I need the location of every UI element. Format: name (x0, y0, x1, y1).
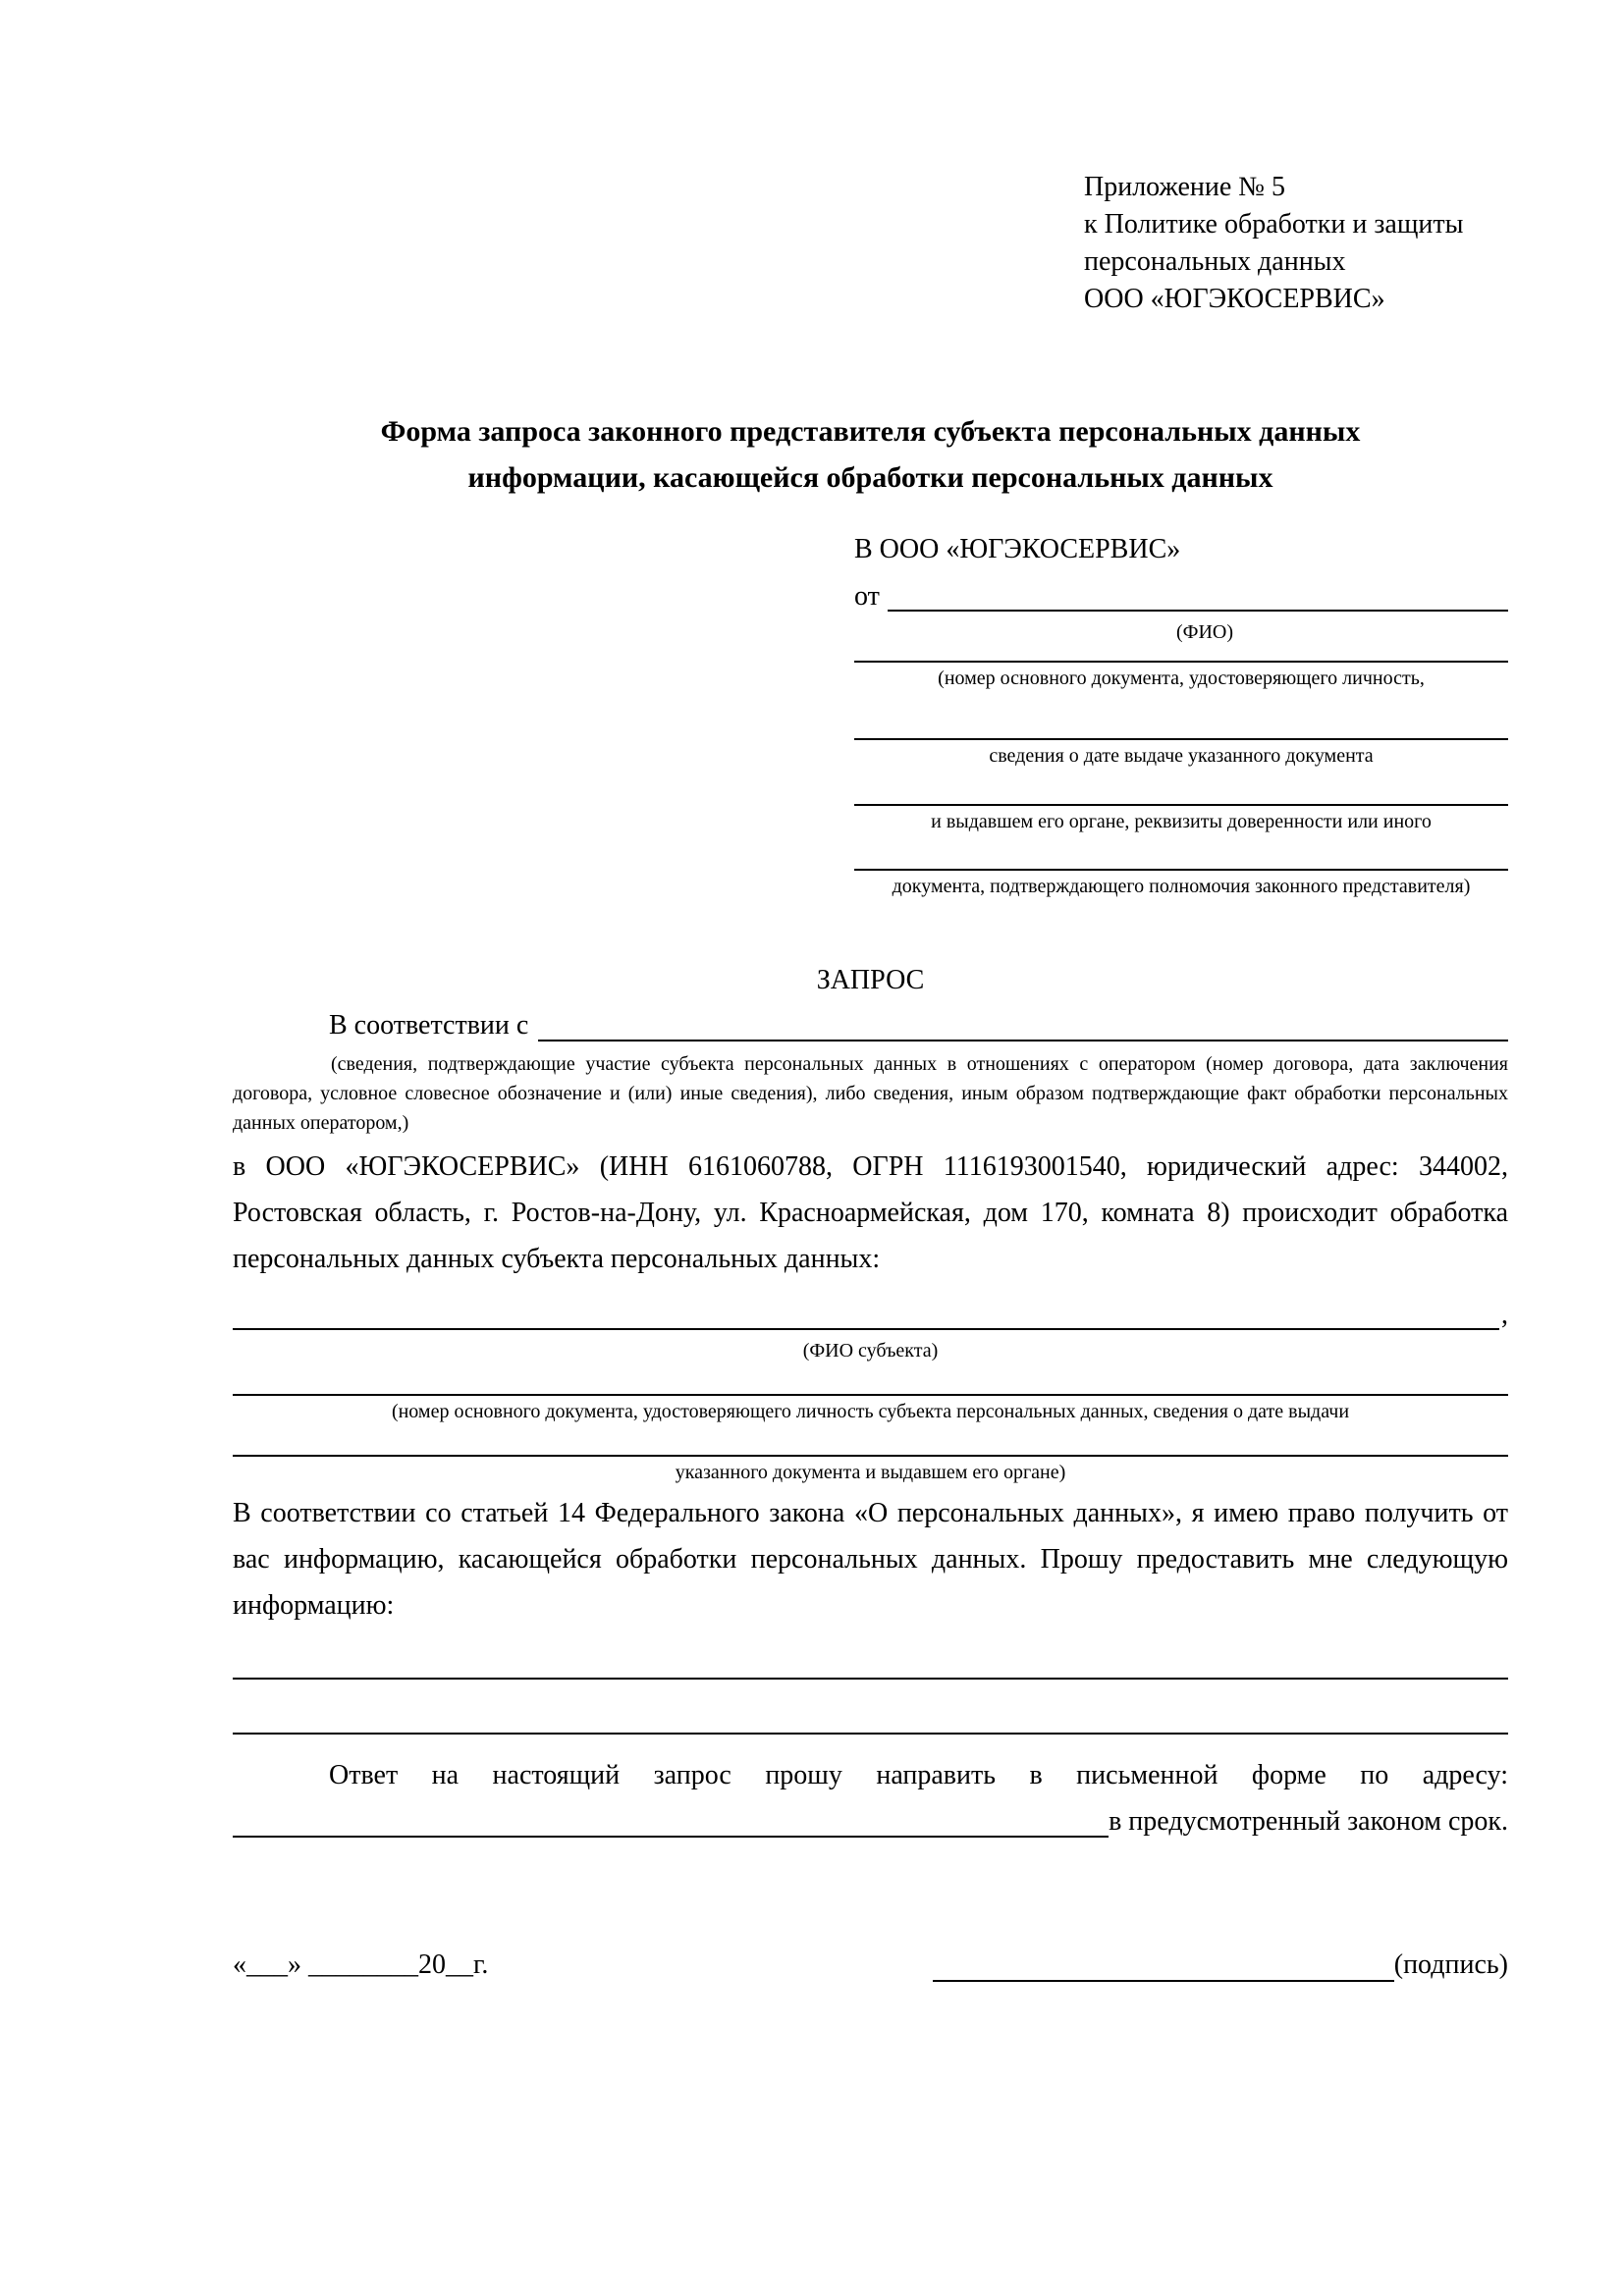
reply-line-2-tail: в предусмотренный законом срок. (1109, 1806, 1508, 1837)
subject-doc-caption-1: (номер основного документа, удостоверяющего личность субъекта персональных данных, сведения о дате выдачи (391, 1401, 1350, 1422)
date-blank: «___» ________20__г. (233, 1949, 489, 1980)
info-blank-line-1 (233, 1678, 1508, 1680)
representative-doc-blank-line-1 (854, 661, 1508, 663)
subject-doc-caption-2: указанного документа и выдавшем его органе) (675, 1462, 1066, 1483)
appendix-header-line: к Политике обработки и защиты (1084, 209, 1464, 240)
representative-doc-caption-4: документа, подтверждающего полномочия законного представителя) (892, 876, 1471, 897)
fio-caption: (ФИО) (1175, 621, 1233, 643)
intro-label: В соответствии с (329, 1010, 529, 1041)
representative-doc-blank-line-3 (854, 804, 1508, 806)
footer-row (233, 1944, 1508, 1987)
subject-fio-blank-line (233, 1328, 1499, 1330)
operator-paragraph: в ООО «ЮГЭКОСЕРВИС» (ИНН 6161060788, ОГРН 1116193001540, юридический адрес: 344002, Ростовская область, г. Ростов-на-Дону, ул. Красноармейская, дом 170, комната 8) происходит обработка персональных данных субъекта персональных данных: (233, 1151, 1508, 1274)
addressee-block (854, 530, 1508, 898)
appendix-header-line: Приложение № 5 (1084, 172, 1285, 202)
appendix-header-line: персональных данных (1084, 246, 1346, 277)
subject-fio-line (233, 1296, 1508, 1335)
signature-caption: (подпись) (1393, 1949, 1508, 1980)
representative-doc-caption-2: сведения о дате выдаче указанного документа (989, 745, 1374, 767)
representative-doc-blank-line-2 (854, 738, 1508, 740)
appendix-header-line: ООО «ЮГЭКОСЕРВИС» (1084, 284, 1385, 314)
document-content (233, 0, 1508, 1987)
representative-doc-blank-line-4 (854, 869, 1508, 871)
appendix-header (1084, 169, 1508, 318)
subject-fio-comma: , (1501, 1300, 1508, 1330)
reply-address-blank-line (233, 1836, 1109, 1838)
from-line (854, 577, 1508, 616)
subject-doc-blank-line-1 (233, 1394, 1508, 1396)
intro-blank-line (538, 1040, 1508, 1041)
request-heading: ЗАПРОС (816, 965, 925, 995)
from-blank-line (888, 610, 1508, 612)
intro-line (233, 1004, 1508, 1047)
info-blank-line-2 (233, 1733, 1508, 1735)
form-title-line-1: Форма запроса законного представителя субъекта персональных данных (380, 415, 1361, 448)
form-title-line-2: информации, касающейся обработки персональных данных (467, 461, 1273, 494)
reply-line-1: Ответ на настоящий запрос прошу направить в письменной форме по адресу: (329, 1760, 1508, 1790)
reply-line-2 (233, 1800, 1508, 1843)
representative-doc-caption-1: (номер основного документа, удостоверяющего личность, (938, 667, 1425, 689)
from-label: от (854, 581, 880, 612)
law-paragraph: В соответствии со статьей 14 Федерального закона «О персональных данных», я имею право получить от вас информацию, касающейся обработки персональных данных. Прошу предоставить мне следующую информацию: (233, 1498, 1508, 1621)
subject-doc-blank-line-2 (233, 1455, 1508, 1457)
representative-doc-caption-3: и выдавшем его органе, реквизиты доверенности или иного (931, 811, 1432, 832)
form-title (233, 408, 1508, 501)
signature-blank-line (933, 1980, 1394, 1982)
addressee-to-line: В ООО «ЮГЭКОСЕРВИС» (854, 534, 1181, 564)
signature-block (933, 1944, 1508, 1987)
intro-footnote: (сведения, подтверждающие участие субъекта персональных данных в отношениях с оператором (номер договора, дата заключения договора, условное словесное обозначение и (или) иные сведения), либо сведения, иным образом подтверждающие факт обработки персональных данных оператором,) (233, 1053, 1508, 1134)
subject-fio-caption: (ФИО субъекта) (802, 1340, 939, 1362)
